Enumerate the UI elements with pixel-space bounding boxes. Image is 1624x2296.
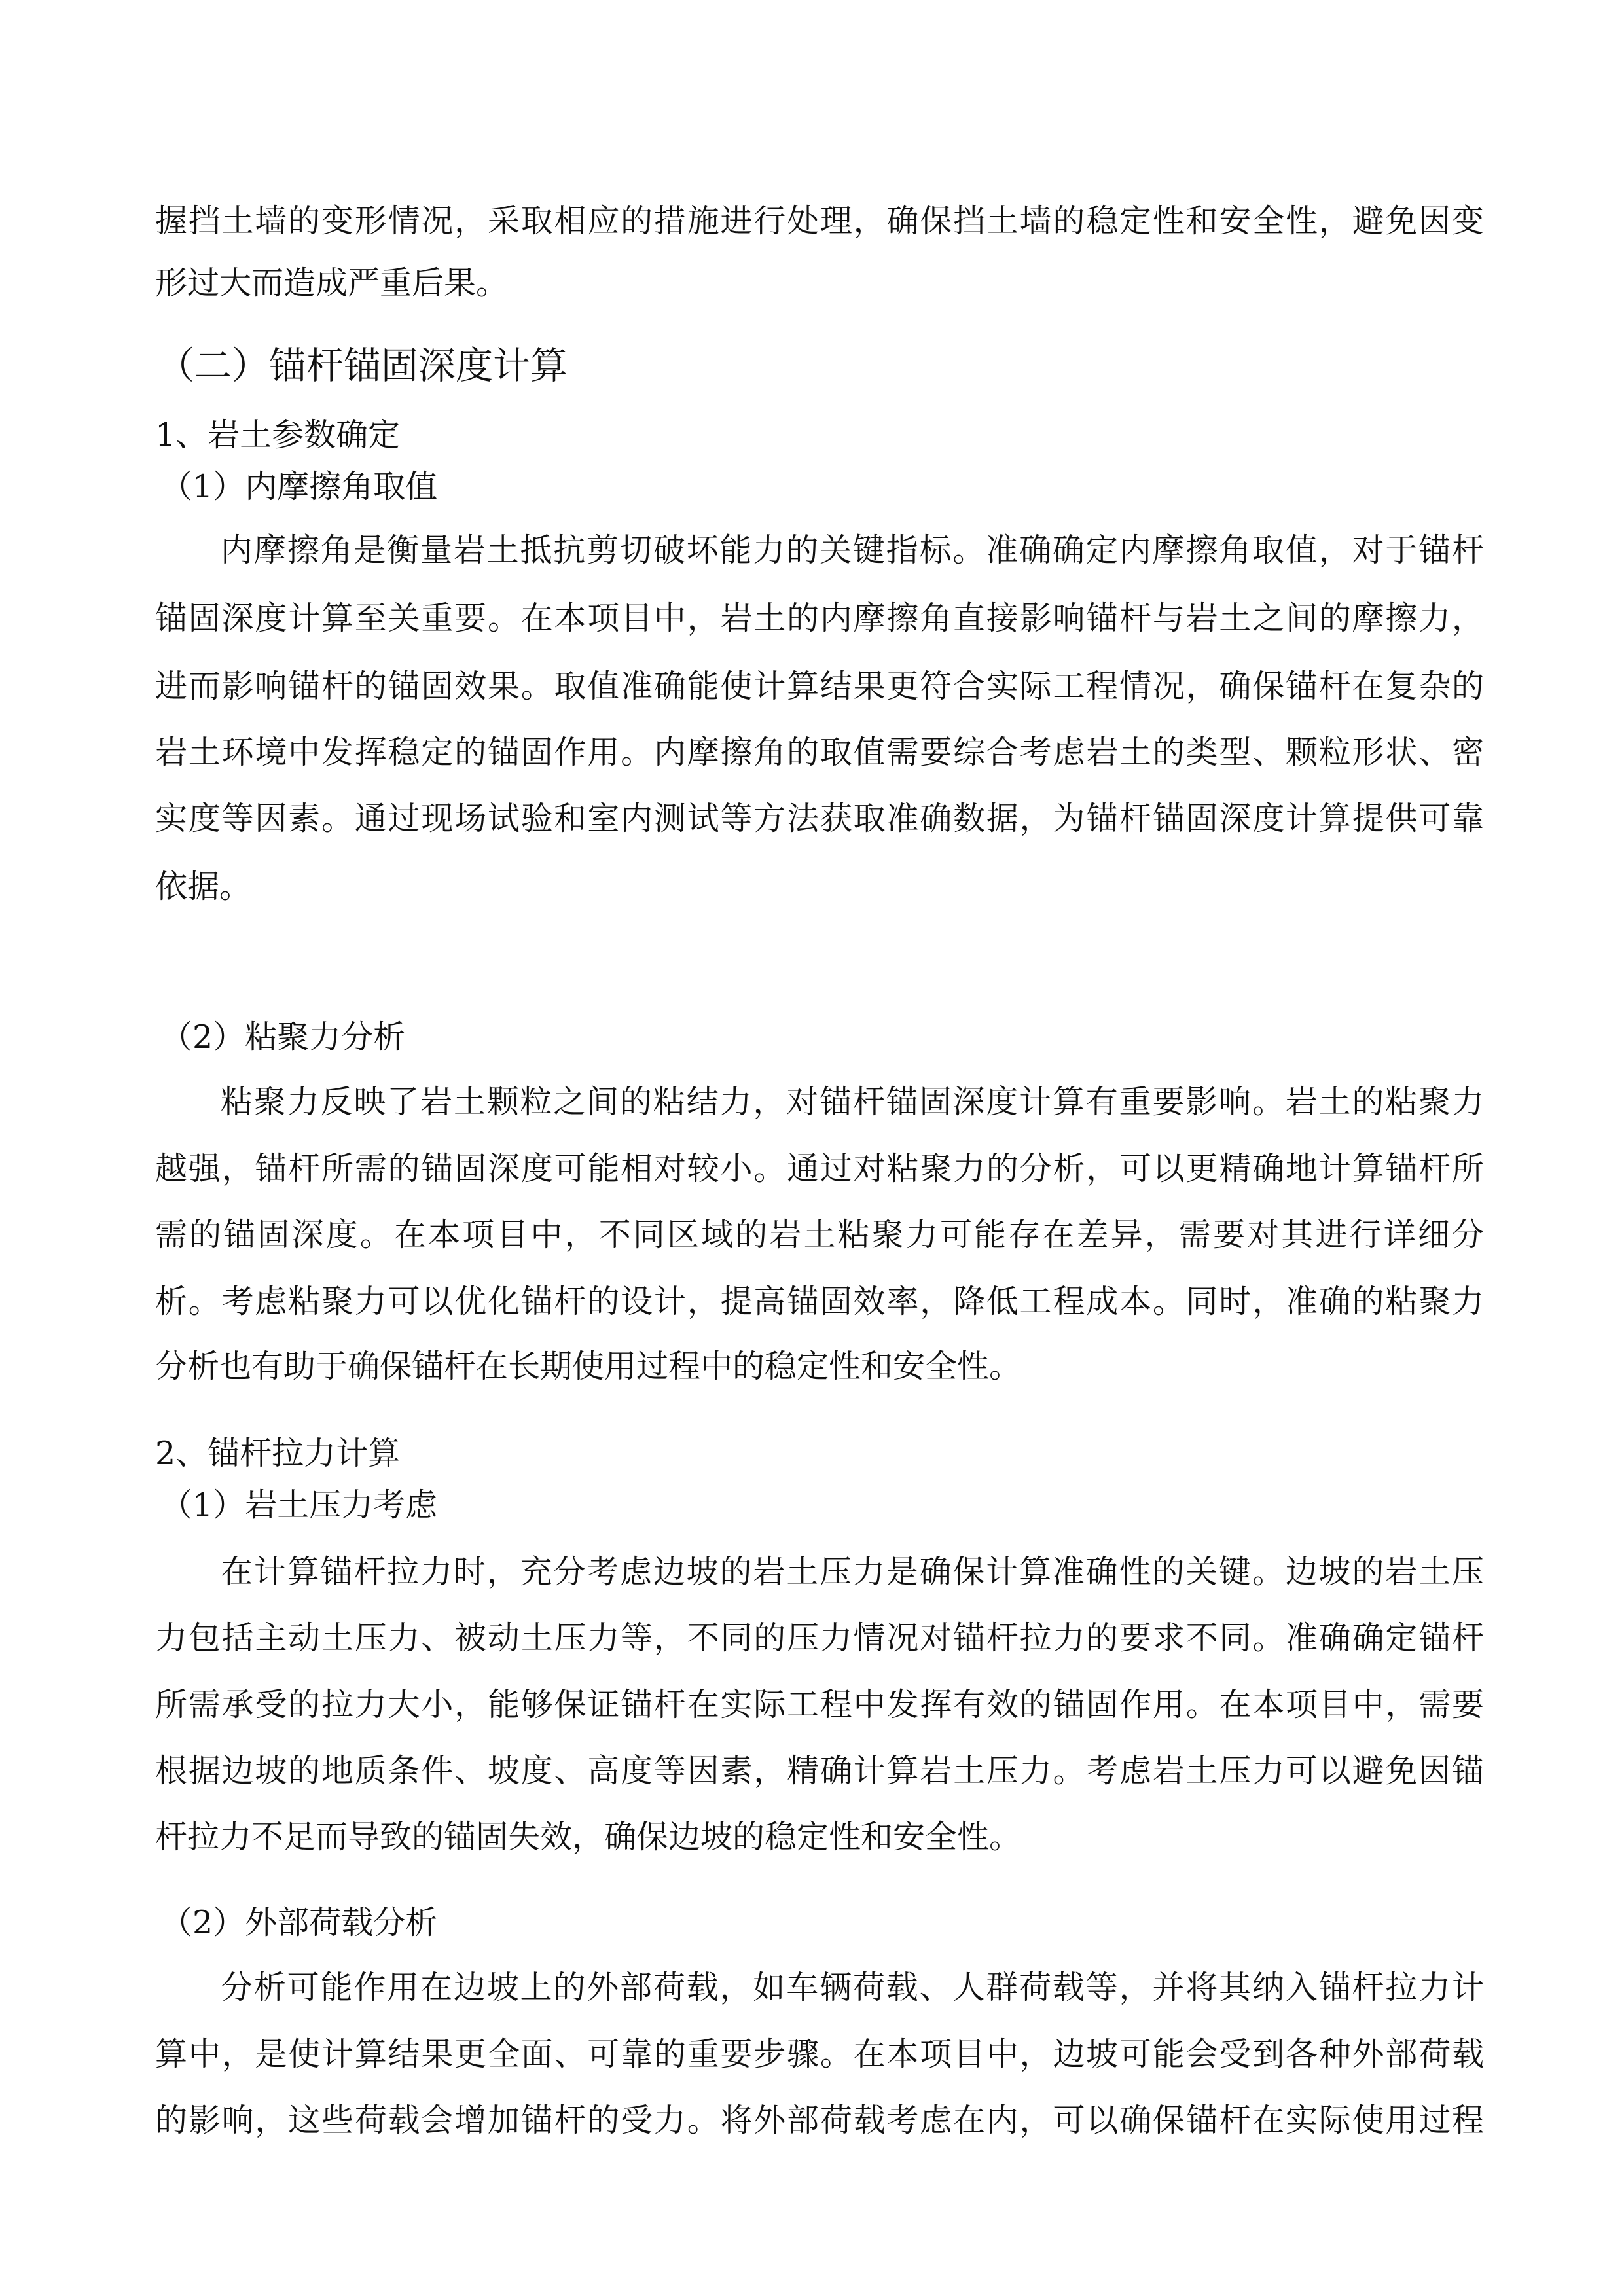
paragraph-line: 分析可能作用在边坡上的外部荷载，如车辆荷载、人群荷载等，并将其纳入锚杆拉力计 [221,1969,1484,2006]
paragraph-line: 依据。 [155,868,252,905]
paragraph-line: 粘聚力反映了岩土颗粒之间的粘结力，对锚杆锚固深度计算有重要影响。岩土的粘聚力 [221,1083,1484,1121]
heading-2: 2、锚杆拉力计算 [155,1435,401,1472]
paragraph-line: 的影响，这些荷载会增加锚杆的受力。将外部荷载考虑在内，可以确保锚杆在实际使用过程 [155,2102,1484,2139]
paragraph-line: 进而影响锚杆的锚固效果。取值准确能使计算结果更符合实际工程情况，确保锚杆在复杂的 [155,668,1484,705]
paragraph-line: 越强，锚杆所需的锚固深度可能相对较小。通过对粘聚力的分析，可以更精确地计算锚杆所 [155,1150,1484,1187]
section-heading: （二）锚杆锚固深度计算 [157,344,568,387]
subheading-2-2: （2）外部荷载分析 [160,1904,438,1941]
paragraph-line: 分析也有助于确保锚杆在长期使用过程中的稳定性和安全性。 [155,1348,1022,1385]
paragraph-line: 根据边坡的地质条件、坡度、高度等因素，精确计算岩土压力。考虑岩土压力可以避免因锚 [155,1752,1484,1789]
paragraph-line: 析。考虑粘聚力可以优化锚杆的设计，提高锚固效率，降低工程成本。同时，准确的粘聚力 [155,1283,1484,1320]
subheading-1-1: （1）内摩擦角取值 [160,468,438,505]
paragraph-line: 内摩擦角是衡量岩土抵抗剪切破坏能力的关键指标。准确确定内摩擦角取值，对于锚杆 [221,531,1484,569]
heading-1: 1、岩土参数确定 [155,416,401,454]
paragraph-line: 算中，是使计算结果更全面、可靠的重要步骤。在本项目中，边坡可能会受到各种外部荷载 [155,2036,1484,2073]
paragraph-line: 杆拉力不足而导致的锚固失效，确保边坡的稳定性和安全性。 [155,1818,1022,1856]
paragraph-line: 力包括主动土压力、被动土压力等，不同的压力情况对锚杆拉力的要求不同。准确确定锚杆 [155,1619,1484,1657]
paragraph-line: 形过大而造成严重后果。 [155,264,509,302]
paragraph-line: 实度等因素。通过现场试验和室内测试等方法获取准确数据，为锚杆锚固深度计算提供可靠 [155,800,1484,837]
subheading-1-2: （2）粘聚力分析 [160,1018,406,1056]
paragraph-line: 握挡土墙的变形情况，采取相应的措施进行处理，确保挡土墙的稳定性和安全性，避免因变 [155,202,1484,240]
paragraph-line: 锚固深度计算至关重要。在本项目中，岩土的内摩擦角直接影响锚杆与岩土之间的摩擦力， [155,600,1484,637]
paragraph-line: 在计算锚杆拉力时，充分考虑边坡的岩土压力是确保计算准确性的关键。边坡的岩土压 [221,1553,1484,1590]
subheading-2-1: （1）岩土压力考虑 [160,1486,438,1524]
paragraph-line: 所需承受的拉力大小，能够保证锚杆在实际工程中发挥有效的锚固作用。在本项目中，需要 [155,1686,1484,1723]
paragraph-line: 岩土环境中发挥稳定的锚固作用。内摩擦角的取值需要综合考虑岩土的类型、颗粒形状、密 [155,734,1484,771]
paragraph-line: 需的锚固深度。在本项目中，不同区域的岩土粘聚力可能存在差异，需要对其进行详细分 [155,1216,1484,1253]
